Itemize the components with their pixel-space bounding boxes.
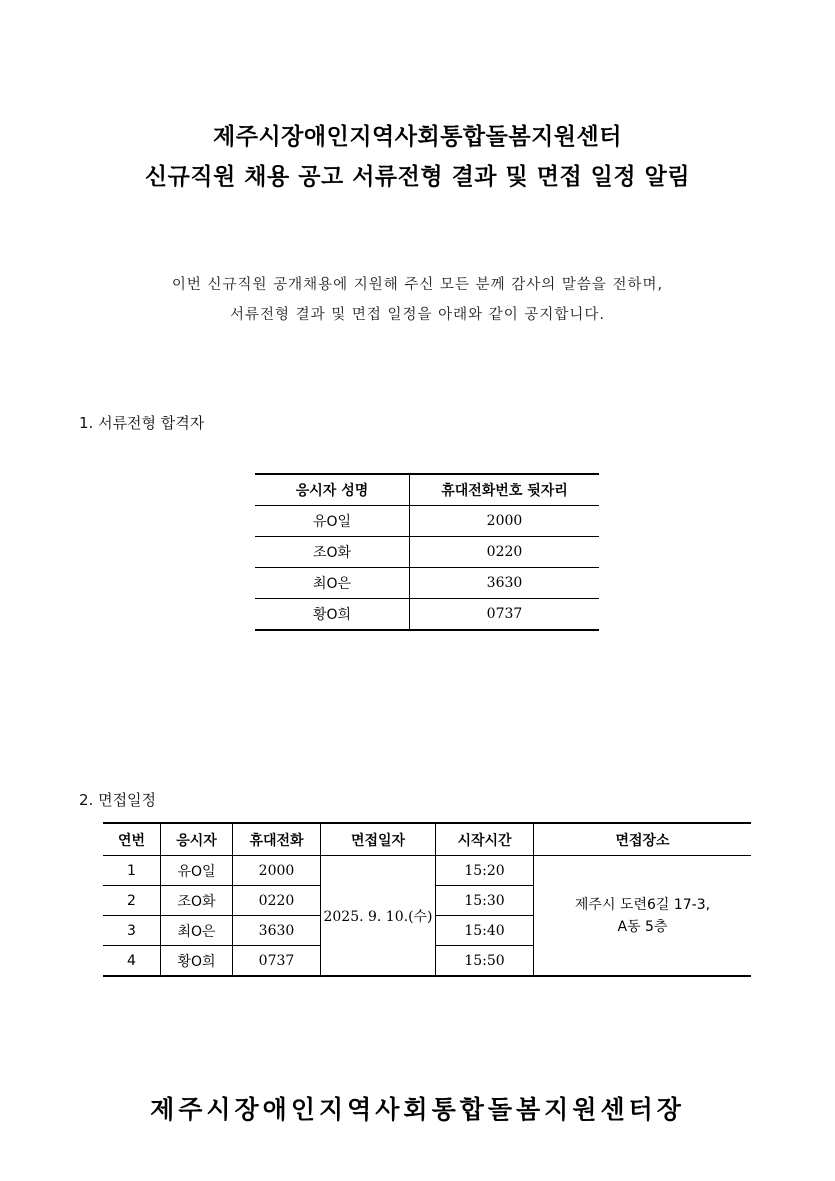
passed-applicants-table <box>255 473 599 631</box>
phone-suffix: 0220 <box>233 886 321 916</box>
row-number: 2 <box>103 886 161 916</box>
interview-date: 2025. 9. 10.(수) <box>321 856 436 977</box>
applicant-name: 조O화 <box>255 537 410 568</box>
intro-line2: 서류전형 결과 및 면접 일정을 아래와 같이 공지합니다. <box>229 307 606 323</box>
phone-suffix: 2000 <box>233 856 321 886</box>
applicant-name: 황O희 <box>255 599 410 631</box>
column-header-date: 면접일자 <box>321 823 436 856</box>
row-number: 4 <box>103 946 161 977</box>
column-header-no: 연번 <box>103 823 161 856</box>
start-time: 15:50 <box>436 946 534 977</box>
intro-line1: 이번 신규직원 공개채용에 지원해 주신 모든 분께 감사의 말씀을 전하며, <box>171 277 664 293</box>
signature-line: 제주시장애인지역사회통합돌봄지원센터장 <box>150 1095 685 1124</box>
applicant-name: 유O일 <box>161 856 233 886</box>
column-header-applicant: 응시자 <box>161 823 233 856</box>
table-header-row <box>103 823 751 856</box>
applicant-name: 최O은 <box>255 568 410 599</box>
phone-suffix: 2000 <box>410 506 600 537</box>
row-number: 3 <box>103 916 161 946</box>
table-row <box>255 568 599 599</box>
start-time: 15:30 <box>436 886 534 916</box>
applicant-name: 황O희 <box>161 946 233 977</box>
phone-suffix: 3630 <box>410 568 600 599</box>
interview-place-line1: 제주시 도련6길 17-3, <box>574 896 711 913</box>
interview-schedule-table <box>103 822 751 977</box>
start-time: 15:20 <box>436 856 534 886</box>
column-header-phone: 휴대전화번호 뒷자리 <box>410 474 600 506</box>
row-number: 1 <box>103 856 161 886</box>
table-row <box>255 537 599 568</box>
column-header-name: 응시자 성명 <box>255 474 410 506</box>
phone-suffix: 0737 <box>410 599 600 631</box>
phone-suffix: 0737 <box>233 946 321 977</box>
interview-place <box>534 856 752 977</box>
column-header-time: 시작시간 <box>436 823 534 856</box>
section2-heading: 2. 면접일정 <box>79 791 157 809</box>
column-header-place: 면접장소 <box>534 823 752 856</box>
applicant-name: 조O화 <box>161 886 233 916</box>
document-title-line2: 신규직원 채용 공고 서류전형 결과 및 면접 일정 알림 <box>144 164 691 190</box>
table-header-row <box>255 474 599 506</box>
start-time: 15:40 <box>436 916 534 946</box>
table-row <box>103 856 751 886</box>
phone-suffix: 0220 <box>410 537 600 568</box>
table-row <box>255 506 599 537</box>
column-header-phone: 휴대전화 <box>233 823 321 856</box>
document-title-line1: 제주시장애인지역사회통합돌봄지원센터 <box>213 124 622 150</box>
interview-place-line2: A동 5층 <box>617 918 668 935</box>
applicant-name: 유O일 <box>255 506 410 537</box>
applicant-name: 최O은 <box>161 916 233 946</box>
phone-suffix: 3630 <box>233 916 321 946</box>
table-row <box>255 599 599 631</box>
section1-heading: 1. 서류전형 합격자 <box>79 414 205 432</box>
